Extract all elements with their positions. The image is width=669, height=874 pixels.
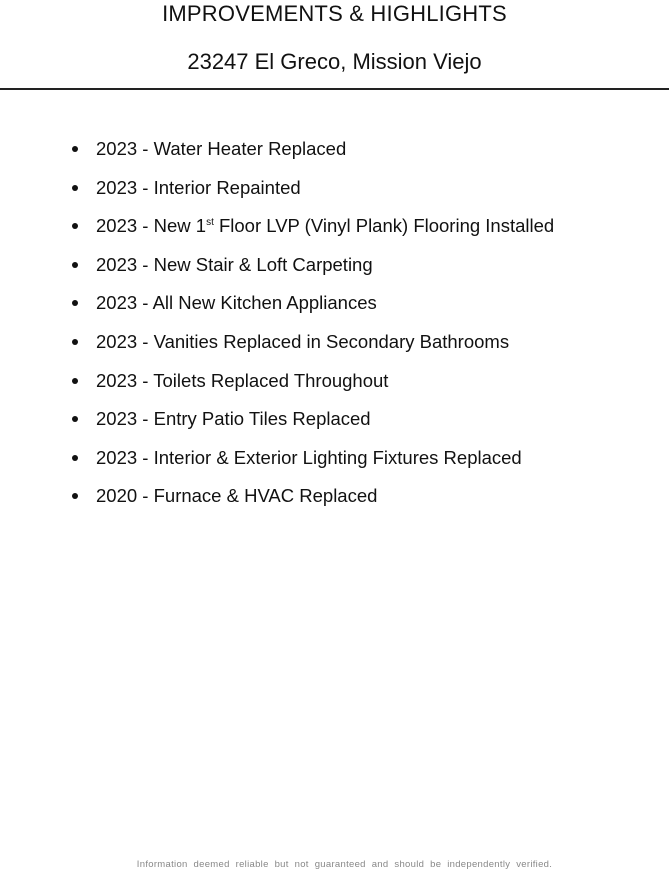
header-divider bbox=[0, 88, 669, 90]
list-item bbox=[0, 250, 669, 289]
list-item bbox=[0, 288, 669, 327]
item-description: Entry Patio Tiles Replaced bbox=[153, 408, 371, 430]
bullet-icon bbox=[72, 146, 78, 152]
item-description bbox=[154, 215, 555, 236]
list-item bbox=[0, 327, 669, 366]
item-year: 2023 bbox=[96, 292, 138, 314]
property-address: 23247 El Greco, Mission Viejo bbox=[187, 49, 482, 74]
item-description-end: Floor LVP (Vinyl Plank) Flooring Installed bbox=[213, 215, 555, 237]
list-item-text bbox=[96, 482, 377, 510]
item-separator: - bbox=[137, 369, 154, 391]
item-separator: - bbox=[137, 408, 154, 430]
list-item-text bbox=[96, 444, 522, 472]
bullet-icon bbox=[72, 339, 78, 345]
bullet-icon bbox=[72, 455, 78, 461]
list-item bbox=[0, 404, 669, 443]
item-year: 2023 bbox=[96, 138, 138, 159]
item-description: New Stair & Loft Carpeting bbox=[153, 253, 373, 275]
list-item-text bbox=[96, 289, 377, 317]
list-item bbox=[0, 481, 669, 520]
bullet-icon bbox=[72, 493, 78, 499]
item-year: 2023 bbox=[96, 215, 138, 237]
item-separator: - bbox=[137, 138, 154, 159]
item-separator: - bbox=[137, 215, 154, 237]
list-item-text bbox=[96, 405, 371, 433]
bullet-icon bbox=[72, 262, 78, 268]
item-separator: - bbox=[137, 292, 153, 314]
item-description-start: New 1 bbox=[153, 215, 207, 237]
item-separator: - bbox=[137, 176, 154, 198]
item-year: 2020 bbox=[96, 485, 138, 507]
item-separator: - bbox=[137, 330, 154, 352]
item-description: All New Kitchen Appliances bbox=[152, 292, 377, 314]
page-title: IMPROVEMENTS & HIGHLIGHTS bbox=[162, 1, 507, 26]
list-item-text bbox=[96, 367, 388, 395]
item-description: Furnace & HVAC Replaced bbox=[153, 485, 378, 507]
ordinal-superscript: st bbox=[206, 217, 214, 229]
list-item-text bbox=[96, 251, 373, 279]
list-item-text bbox=[96, 174, 301, 202]
list-item bbox=[0, 173, 669, 212]
item-description: Interior & Exterior Lighting Fixtures Replaced bbox=[153, 446, 522, 468]
item-year: 2023 bbox=[96, 330, 138, 352]
list-item bbox=[0, 211, 669, 250]
bullet-icon bbox=[72, 378, 78, 384]
bullet-icon bbox=[72, 300, 78, 306]
list-item bbox=[0, 134, 669, 173]
list-item bbox=[0, 366, 669, 405]
disclaimer-footer: Information deemed reliable but not guaranteed and should be independently verified. bbox=[136, 859, 553, 870]
list-item-text bbox=[96, 135, 346, 163]
item-description: Toilets Replaced Throughout bbox=[153, 369, 389, 391]
item-year: 2023 bbox=[96, 408, 138, 430]
bullet-icon bbox=[72, 416, 78, 422]
item-description: Interior Repainted bbox=[153, 176, 301, 198]
item-description: Vanities Replaced in Secondary Bathrooms bbox=[153, 330, 510, 352]
item-separator: - bbox=[137, 485, 154, 507]
list-item-text bbox=[96, 212, 554, 240]
list-item-text bbox=[96, 328, 509, 356]
item-year: 2023 bbox=[96, 176, 138, 198]
bullet-icon bbox=[72, 185, 78, 191]
list-item bbox=[0, 443, 669, 482]
item-year: 2023 bbox=[96, 369, 138, 391]
bullet-icon bbox=[72, 223, 78, 229]
item-year: 2023 bbox=[96, 446, 138, 468]
item-description: Water Heater Replaced bbox=[153, 138, 347, 159]
item-separator: - bbox=[137, 446, 154, 468]
improvements-list bbox=[0, 134, 669, 520]
item-year: 2023 bbox=[96, 253, 138, 275]
item-separator: - bbox=[137, 253, 154, 275]
